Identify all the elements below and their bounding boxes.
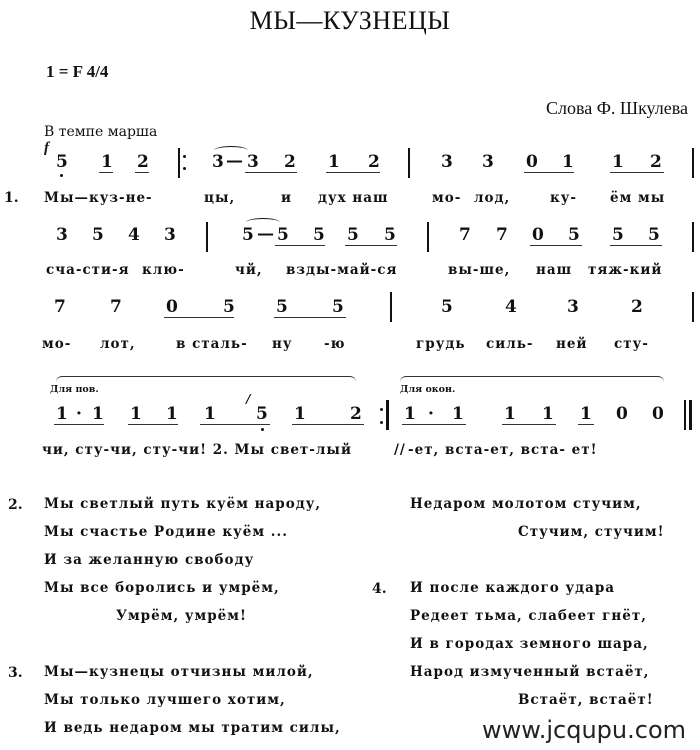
note: 1 — [101, 152, 113, 172]
underline — [245, 172, 297, 173]
note: 1 — [204, 404, 216, 424]
accent-mark: / — [246, 392, 251, 406]
underline — [502, 424, 556, 425]
volta-bracket-2 — [400, 376, 664, 383]
note: 4 — [505, 297, 517, 317]
note: 5 — [92, 225, 104, 245]
note: 3 — [482, 152, 494, 172]
repeat-dot — [380, 421, 383, 424]
verse-number: 2. — [8, 497, 23, 513]
lyric: лод, — [474, 190, 511, 206]
volta-bracket-1 — [56, 376, 356, 383]
low-octave-dot — [261, 428, 264, 431]
barline — [408, 148, 410, 178]
lyric: ней — [556, 336, 588, 352]
note: 5 — [242, 225, 254, 245]
note: 5 — [223, 297, 235, 317]
lyric: мо- — [432, 190, 462, 206]
underline — [99, 172, 113, 173]
volta-1-label: Для пов. — [50, 384, 99, 395]
underline — [530, 245, 582, 246]
barline — [692, 148, 694, 178]
note: 3 — [56, 225, 68, 245]
barline — [692, 292, 694, 322]
underline — [54, 424, 104, 425]
note: 2 — [650, 152, 662, 172]
note: 3 — [164, 225, 176, 245]
volta-2-label: Для окон. — [400, 384, 456, 395]
verse-line: Мы только лучшего хотим, — [44, 692, 286, 708]
verse-number: 3. — [8, 665, 23, 681]
note: 1 — [404, 404, 416, 424]
verse-line: И ведь недаром мы тратим силы, — [44, 720, 341, 736]
note: 7 — [110, 297, 122, 317]
note: 0 — [526, 152, 538, 172]
lyric: вы-ше, — [448, 262, 511, 278]
lyric: -ю — [324, 336, 346, 352]
note: 5 — [313, 225, 325, 245]
verse-line: Мы—кузнецы отчизны милой, — [44, 664, 314, 680]
note: 2 — [350, 404, 362, 424]
repeat-start-barline — [178, 148, 180, 178]
verse-line: И за желанную свободу — [44, 552, 255, 568]
lyric: лот, — [100, 336, 136, 352]
note: 7 — [496, 225, 508, 245]
lyric: ну — [272, 336, 293, 352]
note: 3 — [212, 152, 224, 172]
note: 5 — [384, 225, 396, 245]
note: 1 — [294, 404, 306, 424]
barline — [692, 222, 694, 252]
note: 2 — [368, 152, 380, 172]
tempo-marking: В темпе марша — [44, 124, 158, 140]
lyric: мо- — [42, 336, 72, 352]
underline — [200, 424, 270, 425]
note: 1 — [612, 152, 624, 172]
verse-line: Умрём, умрём! — [116, 608, 247, 624]
dash: — — [257, 224, 274, 244]
note: 5 — [612, 225, 624, 245]
lyric: Мы—куз-не- — [44, 190, 153, 206]
barline — [206, 222, 208, 252]
verse-line: Мы все боролись и умрём, — [44, 580, 280, 596]
key-signature: 1 = F 4/4 — [46, 62, 109, 81]
underline — [402, 424, 466, 425]
lyric: дух наш — [318, 190, 389, 206]
note: 5 — [56, 152, 68, 172]
note: 5 — [332, 297, 344, 317]
lyric: чй, — [235, 262, 263, 278]
note: 1 — [562, 152, 574, 172]
note: 5 — [441, 297, 453, 317]
lyric: ку- — [550, 190, 577, 206]
verse-line: Мы светлый путь куём народу, — [44, 496, 322, 512]
repeat-dot — [183, 167, 186, 170]
underline — [274, 317, 346, 318]
dotted-rhythm: · — [428, 404, 434, 424]
underline — [610, 172, 664, 173]
verse-line: Недаром молотом стучим, — [410, 496, 642, 512]
note: 1 — [452, 404, 464, 424]
note: 5 — [648, 225, 660, 245]
note: 5 — [276, 297, 288, 317]
lyric: тяж-кий — [588, 262, 663, 278]
note: 1 — [542, 404, 554, 424]
note: 0 — [532, 225, 544, 245]
dash: — — [226, 151, 243, 171]
barline — [390, 292, 392, 322]
note: 0 — [616, 404, 628, 424]
underline — [578, 424, 594, 425]
song-title: МЫ—КУЗНЕЦЫ — [249, 6, 451, 35]
note: 7 — [459, 225, 471, 245]
verse-line: Встаёт, встаёт! — [518, 692, 654, 708]
lyric: взды-май-ся — [286, 262, 398, 278]
barline — [427, 222, 429, 252]
final-barline-thin — [684, 400, 686, 430]
note: 1 — [580, 404, 592, 424]
repeat-end-barline — [386, 400, 389, 430]
verse-number: 4. — [372, 581, 387, 597]
underline — [292, 424, 364, 425]
lyric: сча-сти-я — [46, 262, 130, 278]
verse-line: И после каждого удара — [410, 580, 616, 596]
final-barline-thick — [689, 400, 692, 430]
verse-line: Мы счастье Родине куём ... — [44, 524, 288, 540]
underline — [275, 245, 325, 246]
note: 0 — [166, 297, 178, 317]
note: 1 — [504, 404, 516, 424]
note: 1 — [56, 404, 68, 424]
dotted-rhythm: · — [76, 404, 82, 424]
note: 3 — [567, 297, 579, 317]
lyricist-credit: Слова Ф. Шкулева — [545, 98, 688, 118]
repeat-dot — [380, 408, 383, 411]
note: 5 — [256, 404, 268, 424]
verse-line: Народ измученный встаёт, — [410, 664, 650, 680]
note: 4 — [128, 225, 140, 245]
note: 3 — [441, 152, 453, 172]
dynamic-marking: f — [44, 140, 49, 156]
lyric: -ет, вста-ет, вста- ет! — [408, 442, 598, 458]
verse-number: 1. — [4, 190, 19, 206]
note: 0 — [652, 404, 664, 424]
verse-line: Редеет тьма, слабеет гнёт, — [410, 608, 647, 624]
underline — [326, 172, 380, 173]
note: 2 — [137, 152, 149, 172]
underline — [164, 317, 234, 318]
note: 1 — [130, 404, 142, 424]
lyric: сту- — [614, 336, 649, 352]
verse-line: И в городах земного шара, — [410, 636, 649, 652]
note: 1 — [166, 404, 178, 424]
lyric: чи, сту-чи, сту-чи! 2. Мы свет-лый — [42, 442, 352, 458]
note: 1 — [92, 404, 104, 424]
note: 5 — [277, 225, 289, 245]
lyric: в сталь- — [176, 336, 248, 352]
lyric: наш — [536, 262, 573, 278]
watermark: www.jcqupu.com — [482, 716, 686, 744]
low-octave-dot — [60, 174, 63, 177]
lyric: и — [281, 190, 293, 206]
note: 5 — [347, 225, 359, 245]
note: 3 — [247, 152, 259, 172]
underline — [128, 424, 178, 425]
note: 1 — [328, 152, 340, 172]
repeat-dot — [183, 155, 186, 158]
lyric: клю- — [142, 262, 185, 278]
note: 2 — [284, 152, 296, 172]
underline — [524, 172, 574, 173]
lyric: силь- — [486, 336, 534, 352]
verse-line: Стучим, стучим! — [518, 524, 665, 540]
note: 5 — [568, 225, 580, 245]
note: 2 — [631, 297, 643, 317]
lyric: цы, — [204, 190, 236, 206]
lyric: грудь — [416, 336, 466, 352]
underline — [345, 245, 397, 246]
note: 7 — [54, 297, 66, 317]
lyric-separator: // — [394, 442, 406, 458]
underline — [610, 245, 662, 246]
lyric: ём мы — [610, 190, 666, 206]
underline — [135, 172, 149, 173]
